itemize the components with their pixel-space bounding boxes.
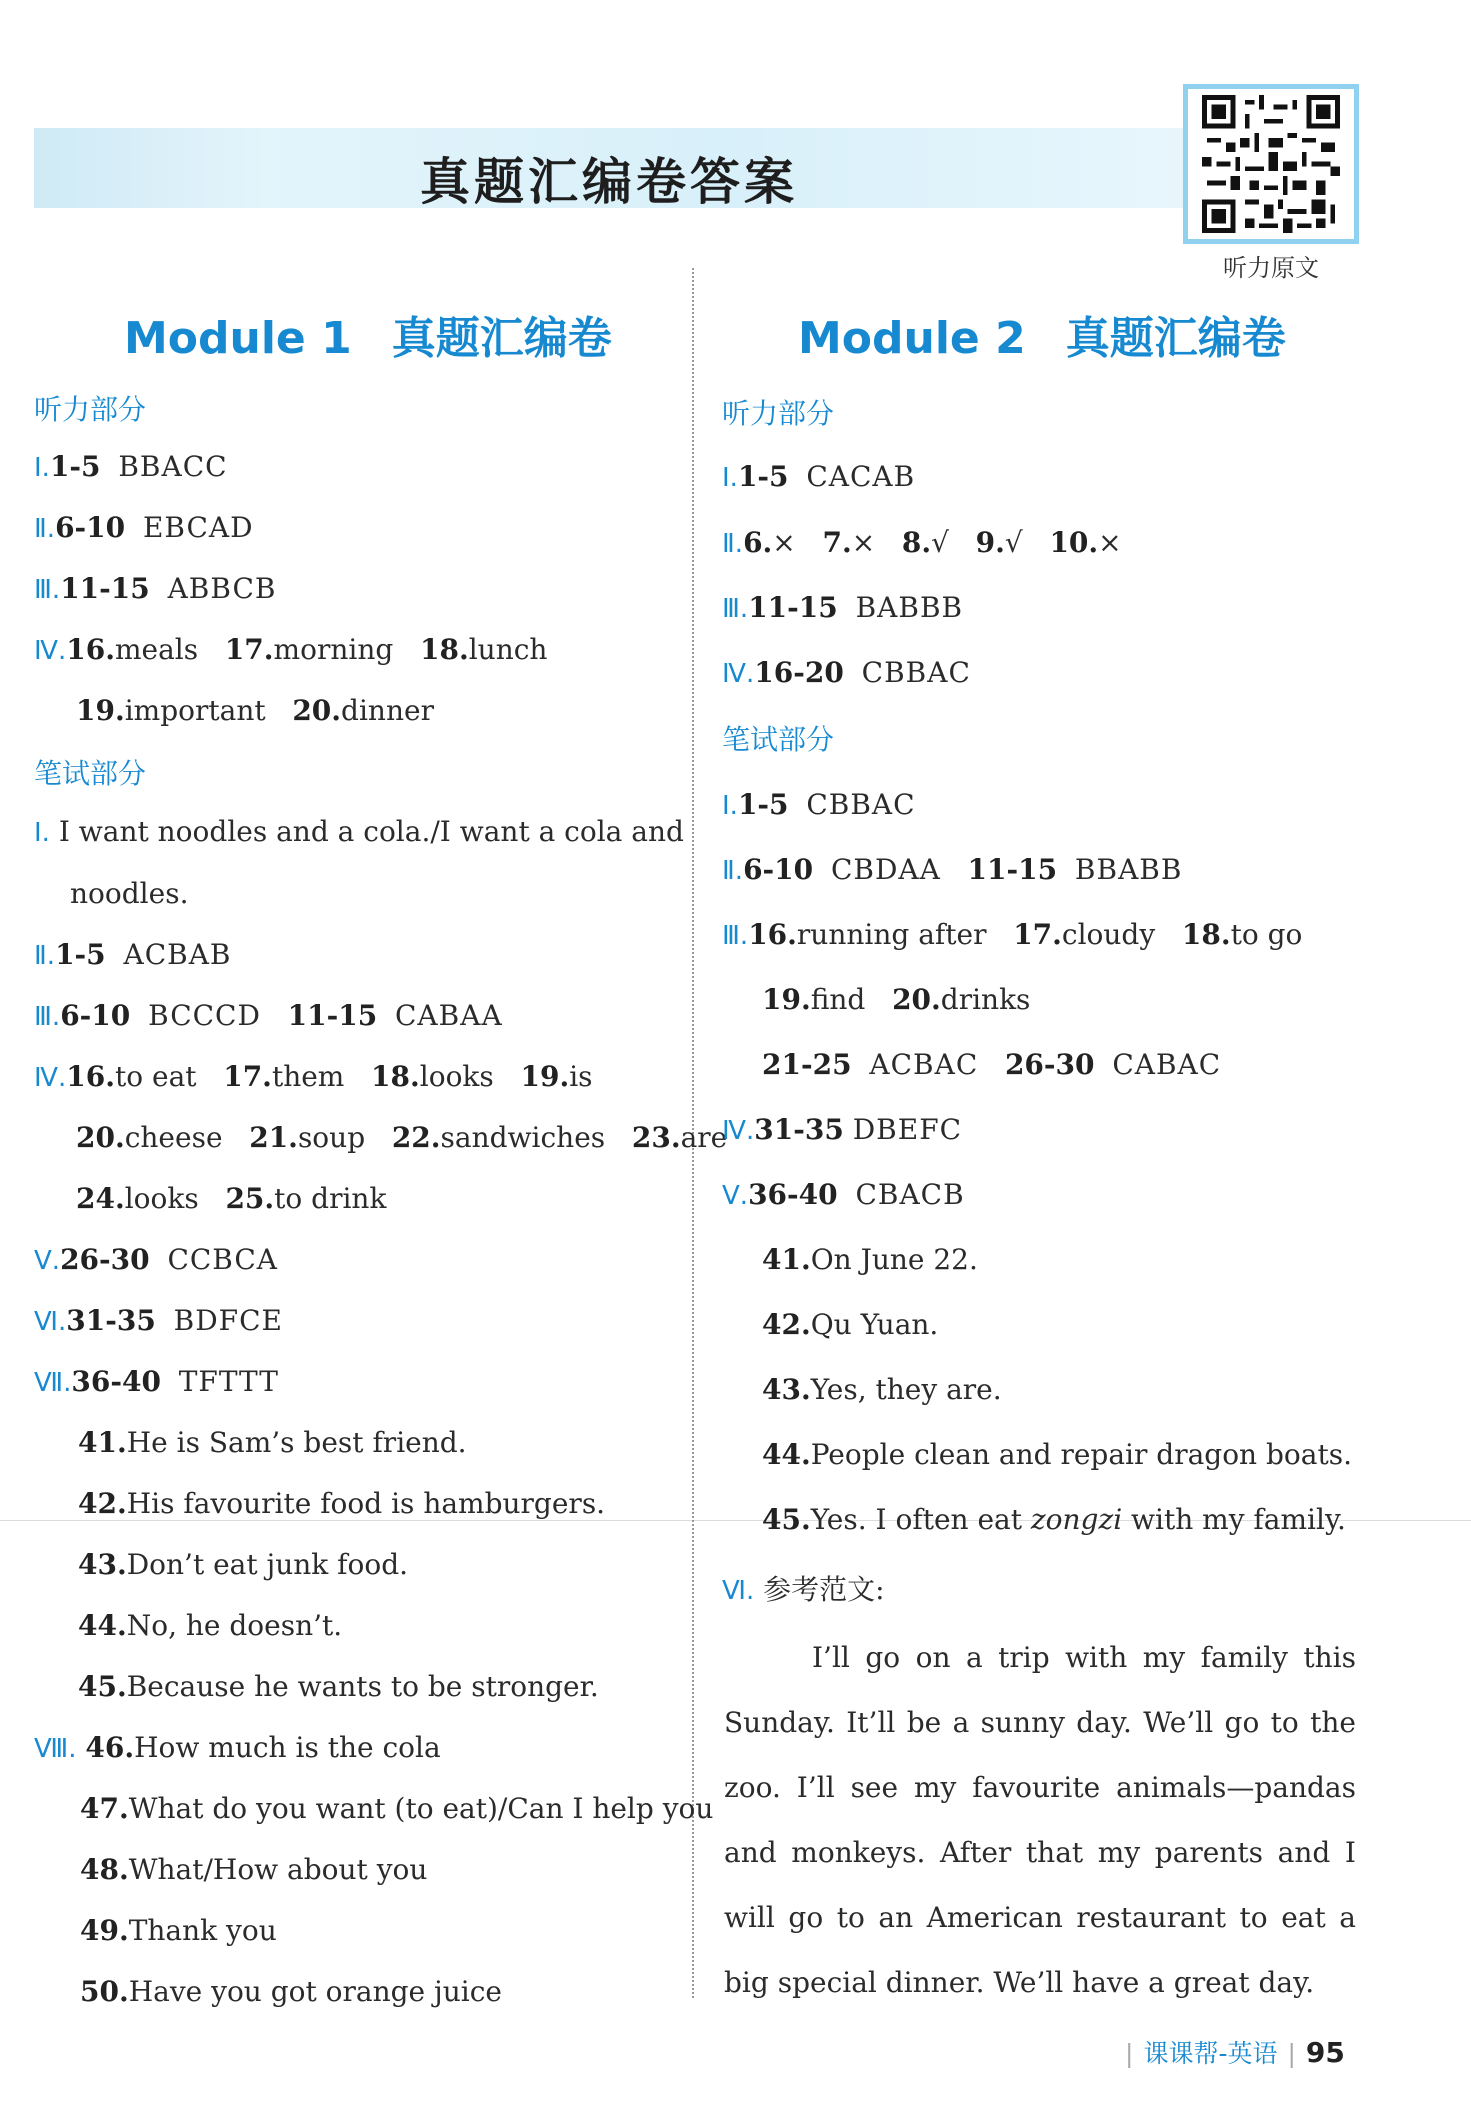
m1-answer-43: 43.Don’t eat junk food. [78,1548,409,1581]
m1-writing-4b: 20.cheese 21.soup 22.sandwiches 23.are [76,1121,728,1154]
m1-listening-1: Ⅰ.1-5 BBACC [34,450,228,483]
module1-title: Module 1 真题汇编卷 [124,313,612,364]
m2-listening-1: Ⅰ.1-5 CACAB [722,460,916,493]
m2-listening-3: Ⅲ.11-15 BABBB [722,591,964,624]
m1-writing-1a: Ⅰ. I want noodles and a cola./I want a cola and [34,815,684,848]
m2-writing-3c: 21-25 ACBAC 26-30 CABAC [762,1048,1222,1081]
m2-listening-4: Ⅳ.16-20 CBBAC [722,656,971,689]
m2-writing-5: Ⅴ.36-40 CBACB [722,1178,965,1211]
page-title: 真题汇编卷答案 [420,153,798,211]
qr-caption: 听力原文 [1223,254,1319,282]
m2-writing-1: Ⅰ.1-5 CBBAC [722,788,916,821]
m1-answer-45: 45.Because he wants to be stronger. [78,1670,599,1703]
module2-writing-heading: 笔试部分 [722,723,835,756]
m1-answer-47: 47.What do you want (to eat)/Can I help you [80,1792,714,1825]
module1-writing-heading: 笔试部分 [34,757,147,790]
m1-answer-42: 42.His favourite food is hamburgers. [78,1487,606,1520]
m1-answer-44: 44.No, he doesn’t. [78,1609,343,1642]
footer-brand: 课课帮-英语 [1143,2039,1278,2068]
m1-writing-4a: Ⅳ.16.to eat 17.them 18.looks 19.is [34,1060,593,1093]
module2-listening-heading: 听力部分 [722,397,835,430]
m1-answer-49: 49.Thank you [80,1914,277,1947]
model-essay [724,1625,1356,2015]
m1-answer-50: 50.Have you got orange juice [80,1975,502,2008]
m2-writing-3a: Ⅲ.16.running after 17.cloudy 18.to go [722,918,1303,951]
m2-answer-44: 44.People clean and repair dragon boats. [762,1438,1352,1471]
title-banner [34,128,1184,211]
m1-writing-3: Ⅲ.6-10 BCCCD 11-15 CABAA [34,999,503,1032]
m1-listening-4b: 19.important 20.dinner [76,694,434,727]
m1-writing-6: Ⅵ.31-35 BDFCE [34,1304,283,1337]
m2-writing-4: Ⅳ.31-35 DBEFC [722,1113,963,1146]
qr-code[interactable] [1183,84,1359,244]
page-footer: | 课课帮-英语 | 95 [1125,2036,1345,2069]
m1-answer-48: 48.What/How about you [80,1853,428,1886]
m2-answer-41: 41.On June 22. [762,1243,978,1276]
page-number: 95 [1305,2036,1345,2069]
m1-writing-2: Ⅱ.1-5 ACBAB [34,938,232,971]
m1-answer-46: Ⅷ. 46.How much is the cola [34,1731,441,1764]
m2-answer-43: 43.Yes, they are. [762,1373,1002,1406]
m1-answer-41: 41.He is Sam’s best friend. [78,1426,467,1459]
qr-code-icon [1194,95,1348,233]
m2-writing-3b: 19.find 20.drinks [762,983,1031,1016]
model-essay-text: I’ll go on a trip with my family this Sunday. It’ll be a sunny day. We’ll go to the zoo. I’ll see my favourite animals—pandas and monkeys. After that my parents and I will go to an American restaurant to eat a big special dinner. We’ll have a great day. [724,1641,1356,1999]
m2-writing-2: Ⅱ.6-10 CBDAA 11-15 BBABB [722,853,1183,886]
m1-writing-1b: noodles. [70,877,189,910]
module2-title: Module 2 真题汇编卷 [798,313,1286,364]
m1-listening-3: Ⅲ.11-15 ABBCB [34,572,277,605]
module1-listening-heading: 听力部分 [34,393,147,426]
m2-writing-6: Ⅵ. 参考范文: [722,1573,885,1606]
m2-listening-2: Ⅱ.6.× 7.× 8.√ 9.√ 10.× [722,526,1122,559]
m1-writing-5: Ⅴ.26-30 CCBCA [34,1243,279,1276]
m1-writing-4c: 24.looks 25.to drink [76,1182,387,1215]
m2-answer-42: 42.Qu Yuan. [762,1308,939,1341]
m2-answer-45: 45.Yes. I often eat zongzi with my family. [762,1503,1346,1536]
m1-listening-4a: Ⅳ.16.meals 17.morning 18.lunch [34,633,548,666]
m1-listening-2: Ⅱ.6-10 EBCAD [34,511,254,544]
m1-writing-7: Ⅶ.36-40 TFTTT [34,1365,279,1398]
